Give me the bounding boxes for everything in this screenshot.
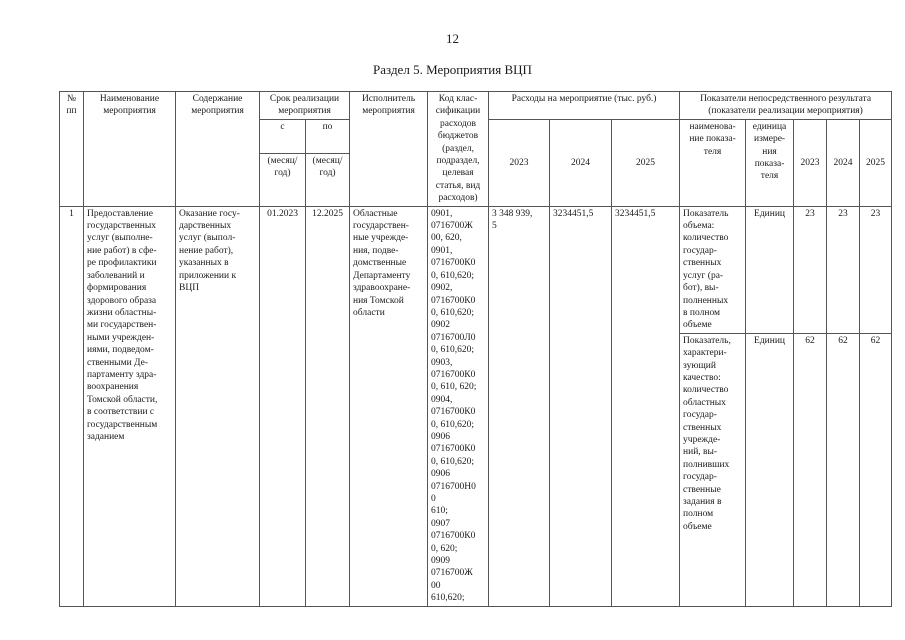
indicator-name: Показатель, характери- зующий качество: количество областных государ- ственных учрежде- ний, вы- полнивших государ- ственные задания в полном объеме [680, 333, 746, 606]
header-num: № пп [60, 92, 84, 207]
indicator-unit: Единиц [746, 206, 794, 333]
row-content: Оказание госу- дарственных услуг (выпол- нение работ), указанных в приложении к ВЦП [176, 206, 260, 606]
header-year-2024: 2024 [550, 119, 612, 206]
header-year-2023: 2023 [489, 119, 550, 206]
header-expenses: Расходы на мероприятие (тыс. руб.) [489, 92, 680, 120]
row-period-from: 01.2023 [260, 206, 306, 606]
header-indicator-unit: единица измере- ния показа- теля [746, 119, 794, 206]
indicator-unit: Единиц [746, 333, 794, 606]
header-name: Наименование мероприятия [84, 92, 176, 207]
indicator-2025: 62 [860, 333, 892, 606]
row-expense-2025: 3234451,5 [612, 206, 680, 606]
header-period-unit-to: (месяц/ год) [306, 153, 350, 206]
header-indicator-2024: 2024 [827, 119, 860, 206]
header-indicator-2023: 2023 [794, 119, 827, 206]
row-code: 0901, 0716700Ж 00, 620, 0901, 0716700К0 0, 610,620; 0902, 0716700К0 0, 610,620; 0902 0716700Л0 0, 610,620; 0903, 0716700К0 0, 610, 620; 0904, 0716700К0 0, 610,620; 0906 0716700К0 0, 610,620; 0906 0716700Н0 0 610; 0907 0716700К0 0, 620; 0909 0716700Ж 00 610,620; [428, 206, 489, 606]
header-executor: Исполнитель мероприятия [350, 92, 428, 207]
header-period-unit-from: (месяц/ год) [260, 153, 306, 206]
page-number: 12 [446, 31, 459, 46]
row-period-to: 12.2025 [306, 206, 350, 606]
indicator-2023: 23 [794, 206, 827, 333]
header-indicators: Показатели непосредственного результата (показатели реализации мероприятия) [680, 92, 892, 120]
indicator-name: Показатель объема: количество государ- ственных услуг (ра- бот), вы- полненных в полном объеме [680, 206, 746, 333]
row-expense-2023: 3 348 939, 5 [489, 206, 550, 606]
header-content: Содержание мероприятия [176, 92, 260, 207]
row-name: Предоставление государственных услуг (выполне- ние работ) в сфе- ре профилактики заболеваний и формирования здорового образа жизни областны- ми государствен- ными учрежден- иями, подведом- ственными Де- партаменту здра- воохранения Томской области, в соответствии с государственным заданием [84, 206, 176, 606]
indicator-2025: 23 [860, 206, 892, 333]
row-executor: Областные государствен- ные учрежде- ния, подве- домственные Департаменту здравоохране- ния Томской области [350, 206, 428, 606]
indicator-2024: 62 [827, 333, 860, 606]
section-title: Раздел 5. Мероприятия ВЦП [373, 62, 532, 77]
header-row-1 [60, 92, 892, 120]
header-year-2025: 2025 [612, 119, 680, 206]
header-period-to: по [306, 119, 350, 153]
table-row [60, 206, 892, 333]
row-expense-2024: 3234451,5 [550, 206, 612, 606]
row-num: 1 [60, 206, 84, 606]
header-period: Срок реализации мероприятия [260, 92, 350, 120]
indicator-2023: 62 [794, 333, 827, 606]
header-indicator-2025: 2025 [860, 119, 892, 206]
header-indicator-name: наименова- ние показа- теля [680, 119, 746, 206]
events-table [59, 91, 892, 607]
indicator-2024: 23 [827, 206, 860, 333]
header-period-from: с [260, 119, 306, 153]
header-code: Код клас- сификации расходов бюджетов (раздел, подраздел, целевая статья, вид расходов) [428, 92, 489, 207]
